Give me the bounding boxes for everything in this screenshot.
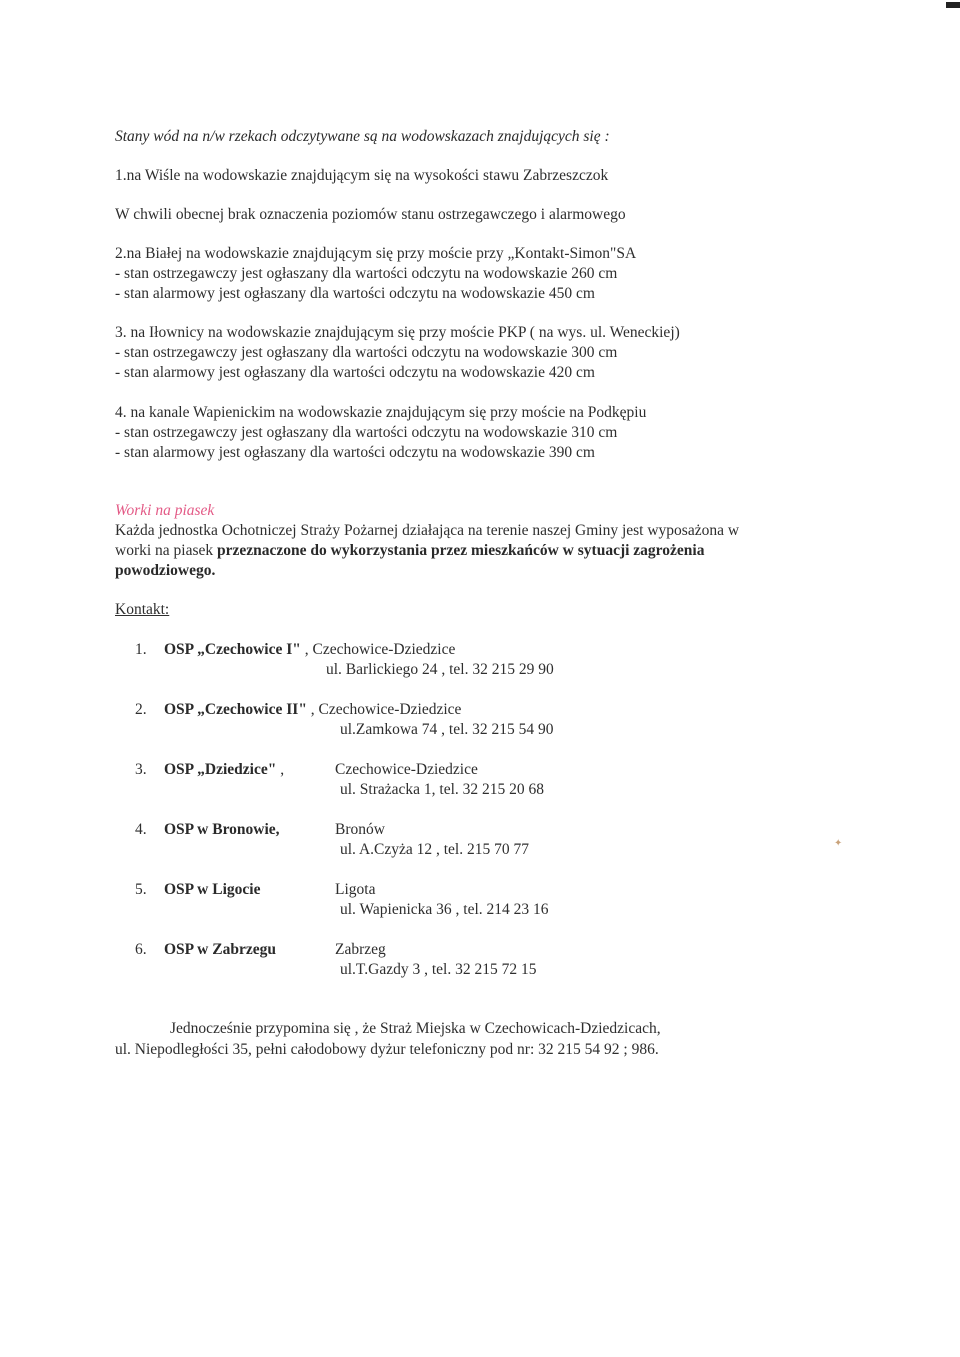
gauge-ilownica-title: 3. na Iłownicy na wodowskazie znajdującym się przy moście PKP ( na wys. ul. Weneckiej)	[115, 324, 680, 341]
contact-separator: ,	[306, 701, 315, 718]
gauge-biala-alarm: - stan alarmowy jest ogłaszany dla wartości odczytu na wodowskazie 450 cm	[115, 285, 595, 302]
contact-number: 6.	[135, 941, 147, 958]
contact-address: ul. Barlickiego 24 , tel. 32 215 29 90	[326, 661, 554, 678]
gauge-ilownica-alarm: - stan alarmowy jest ogłaszany dla wartości odczytu na wodowskazie 420 cm	[115, 364, 595, 381]
contact-address: ul. A.Czyża 12 , tel. 215 70 77	[340, 841, 529, 858]
gauge-wapienicki-alarm: - stan alarmowy jest ogłaszany dla wartości odczytu na wodowskazie 390 cm	[115, 444, 595, 461]
footer-line1: Jednocześnie przypomina się , że Straż Miejska w Czechowicach-Dziedzicach,	[170, 1020, 661, 1037]
gauge-ilownica-warning: - stan ostrzegawczy jest ogłaszany dla wartości odczytu na wodowskazie 300 cm	[115, 344, 618, 361]
contact-number: 5.	[135, 881, 147, 898]
contact-unit-name: OSP „Czechowice I"	[164, 641, 301, 658]
contact-place: Czechowice-Dziedzice	[308, 641, 456, 658]
contact-heading: Kontakt:	[115, 601, 170, 618]
contact-address: ul.Zamkowa 74 , tel. 32 215 54 90	[340, 721, 554, 738]
gauge-wapienicki-warning: - stan ostrzegawczy jest ogłaszany dla wartości odczytu na wodowskazie 310 cm	[115, 424, 618, 441]
contact-separator: ,	[300, 641, 309, 658]
contact-number: 2.	[135, 701, 147, 718]
sandbags-heading: Worki na piasek	[115, 502, 215, 519]
sandbags-line2-bold: przeznaczone do wykorzystania przez mieszkańców w sytuacji zagrożenia	[217, 542, 705, 559]
contact-place: Bronów	[335, 821, 385, 838]
contact-item	[0, 640, 960, 680]
contact-separator: ,	[276, 761, 285, 778]
contact-unit-name: OSP „Dziedzice"	[164, 761, 277, 778]
contact-place: Ligota	[335, 881, 376, 898]
gauge-biala-warning: - stan ostrzegawczy jest ogłaszany dla wartości odczytu na wodowskazie 260 cm	[115, 265, 618, 282]
scan-speck: ✦	[834, 838, 843, 849]
contact-unit-name: OSP „Czechowice II"	[164, 701, 307, 718]
contact-place: Zabrzeg	[335, 941, 386, 958]
contact-item	[0, 880, 960, 920]
contact-address: ul. Strażacka 1, tel. 32 215 20 68	[340, 781, 545, 798]
contact-address: ul. Wapienicka 36 , tel. 214 23 16	[340, 901, 549, 918]
contact-item	[0, 820, 960, 860]
gauge-vistula: 1.na Wiśle na wodowskazie znajdującym się na wysokości stawu Zabrzeszczok	[115, 167, 609, 184]
sandbags-line1: Każda jednostka Ochotniczej Straży Pożarnej działająca na terenie naszej Gminy jest wyposażona w	[115, 522, 740, 539]
rivers-heading: Stany wód na n/w rzekach odczytywane są na wodowskazach znajdujących się :	[115, 128, 610, 145]
contact-number: 3.	[135, 761, 147, 778]
contact-place: Czechowice-Dziedzice	[335, 761, 478, 778]
sandbags-line3: powodziowego.	[115, 562, 216, 579]
contact-item	[0, 760, 960, 800]
contact-place: Czechowice-Dziedzice	[314, 701, 462, 718]
gauge-wapienicki-title: 4. na kanale Wapienickim na wodowskazie znajdującym się przy moście na Podkępiu	[115, 404, 647, 421]
contact-item	[0, 940, 960, 980]
contact-number: 1.	[135, 641, 147, 658]
sandbags-line2-normal: worki na piasek	[115, 542, 218, 559]
contact-address: ul.T.Gazdy 3 , tel. 32 215 72 15	[340, 961, 537, 978]
contact-item	[0, 700, 960, 740]
contact-unit-name: OSP w Bronowie,	[164, 821, 280, 838]
gauge-biala-title: 2.na Białej na wodowskazie znajdującym się przy moście przy „Kontakt-Simon"SA	[115, 245, 637, 262]
gauge-vistula-note: W chwili obecnej brak oznaczenia poziomów stanu ostrzegawczego i alarmowego	[115, 206, 626, 223]
footer-line2: ul. Niepodległości 35, pełni całodobowy dyżur telefoniczny pod nr: 32 215 54 92 ; 986.	[115, 1041, 659, 1058]
contact-number: 4.	[135, 821, 147, 838]
contact-unit-name: OSP w Ligocie	[164, 881, 261, 898]
contact-unit-name: OSP w Zabrzegu	[164, 941, 276, 958]
